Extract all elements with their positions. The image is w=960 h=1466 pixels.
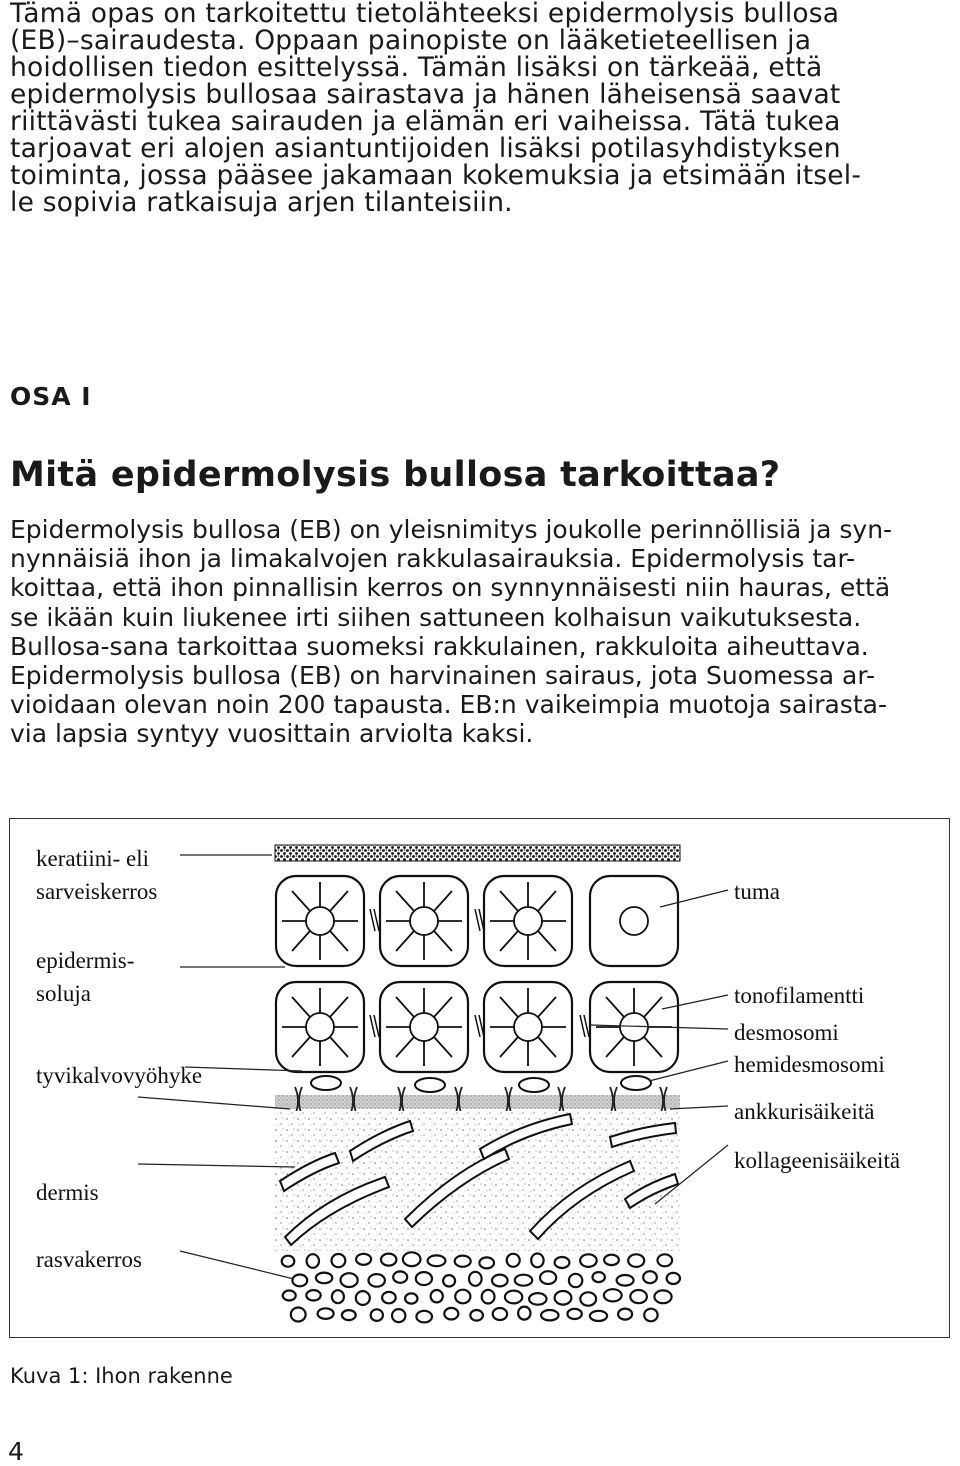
nucleus bbox=[306, 1013, 334, 1041]
intro-line: (EB)–sairaudesta. Oppaan painopiste on lääketieteellisen ja bbox=[10, 25, 812, 56]
label-anchoring-fibrils: ankkurisäikeitä bbox=[734, 1099, 875, 1124]
nucleus bbox=[620, 907, 648, 935]
fat-cell bbox=[541, 1310, 558, 1320]
hemidesmosome bbox=[311, 1076, 341, 1090]
fat-cell bbox=[654, 1290, 671, 1303]
label-desmosome: desmosomi bbox=[734, 1020, 839, 1045]
intro-line: toiminta, jossa pääsee jakamaan kokemuksia ja etsimään itsel- bbox=[10, 160, 862, 191]
fat-cell bbox=[428, 1255, 446, 1266]
fat-cell bbox=[282, 1256, 295, 1267]
fat-cell bbox=[658, 1254, 673, 1266]
body-line: se ikään kuin liukenee irti siihen sattuneen kolhaisun vaikutuksesta. bbox=[10, 602, 862, 632]
fat-cell bbox=[332, 1290, 344, 1303]
fat-cell bbox=[444, 1308, 458, 1320]
body-line: Epidermolysis bullosa (EB) on harvinainen sairaus, jota Suomessa ar- bbox=[10, 661, 876, 691]
body-line: vioidaan olevan noin 200 tapausta. EB:n vaikeimpia muotoja sairasta- bbox=[10, 690, 887, 720]
hemidesmosomes bbox=[311, 1076, 651, 1092]
fat-cell bbox=[617, 1275, 634, 1286]
fat-cell bbox=[342, 1310, 356, 1320]
label-tonofilament: tonofilamentti bbox=[734, 983, 865, 1008]
skin-diagram bbox=[10, 819, 951, 1339]
fat-cell bbox=[316, 1273, 332, 1284]
body-line: Epidermolysis bullosa (EB) on yleisnimitys joukolle perinnöllisiä ja syn- bbox=[10, 515, 893, 544]
intro-line: epidermolysis bullosaa sairastava ja hänen läheisensä saavat bbox=[10, 79, 841, 110]
fat-cell bbox=[405, 1293, 417, 1303]
fat-cell bbox=[604, 1289, 622, 1301]
fat-cell bbox=[416, 1272, 432, 1285]
label-keratin-2: sarveiskerros bbox=[36, 879, 158, 904]
fat-cell bbox=[628, 1254, 644, 1267]
fat-cell bbox=[643, 1271, 657, 1283]
fat-cell bbox=[431, 1290, 443, 1302]
nucleus bbox=[514, 1013, 542, 1041]
fat-cell bbox=[455, 1290, 470, 1304]
fat-cell bbox=[518, 1307, 530, 1320]
body-line: nynnäisiä ihon ja limakalvojen rakkulasairauksia. Epidermolysis tar- bbox=[10, 544, 856, 574]
fat-cell bbox=[443, 1275, 455, 1286]
hemidesmosome bbox=[621, 1076, 651, 1090]
section-label: OSA I bbox=[10, 382, 92, 411]
fat-cell bbox=[382, 1292, 396, 1303]
nucleus bbox=[514, 907, 542, 935]
fat-cell bbox=[469, 1272, 482, 1286]
intro-line: tarjoavat eri alojen asiantuntijoiden lisäksi potilasyhdistyksen bbox=[10, 133, 841, 164]
fat-cell bbox=[455, 1256, 471, 1267]
body-paragraph bbox=[10, 515, 952, 749]
fat-cell bbox=[644, 1309, 657, 1322]
fat-cell bbox=[356, 1254, 371, 1265]
nucleus bbox=[306, 907, 334, 935]
fat-cell bbox=[630, 1290, 647, 1303]
fat-cell bbox=[291, 1308, 306, 1322]
fat-cell bbox=[341, 1273, 358, 1287]
intro-line: riittävästi tukea sairauden ja elämän eri vaiheissa. Tätä tukea bbox=[10, 106, 841, 137]
label-nucleus: tuma bbox=[734, 879, 780, 904]
intro-paragraph bbox=[10, 0, 952, 216]
skin-structure-figure bbox=[9, 818, 950, 1338]
fat-cell bbox=[283, 1291, 296, 1301]
fat-cell bbox=[529, 1293, 546, 1305]
fat-cell bbox=[292, 1275, 307, 1287]
fat-cell bbox=[515, 1275, 532, 1286]
fat-cell bbox=[392, 1309, 405, 1322]
fat-cell bbox=[482, 1290, 495, 1304]
label-fat: rasvakerros bbox=[36, 1247, 143, 1272]
hemidesmosome bbox=[519, 1078, 549, 1092]
fat-cell bbox=[403, 1252, 421, 1266]
fat-cell bbox=[393, 1271, 407, 1282]
desmosomes bbox=[370, 909, 589, 1037]
label-basement-zone: tyvikalvovyöhyke bbox=[36, 1063, 203, 1088]
body-line: Bullosa-sana tarkoittaa suomeksi rakkulainen, rakkuloita aiheuttava. bbox=[10, 631, 869, 661]
label-epidermis-2: soluja bbox=[36, 981, 91, 1006]
fat-cell bbox=[479, 1257, 494, 1268]
label-keratin-1: keratiini- eli bbox=[36, 846, 150, 871]
fat-cell bbox=[540, 1271, 556, 1284]
fat-cell bbox=[555, 1257, 570, 1268]
fat-cell bbox=[580, 1254, 597, 1267]
hemidesmosome bbox=[415, 1078, 445, 1092]
nucleus bbox=[410, 907, 438, 935]
nucleus bbox=[410, 1013, 438, 1041]
nucleus-with-filaments bbox=[282, 882, 672, 1066]
fat-cell bbox=[356, 1291, 370, 1305]
keratin-layer bbox=[275, 845, 680, 861]
fat-cell bbox=[332, 1254, 346, 1267]
fat-cell bbox=[369, 1274, 385, 1287]
fat-cell bbox=[381, 1254, 396, 1266]
dermis-layer bbox=[275, 1111, 680, 1251]
figure-caption: Kuva 1: Ihon rakenne bbox=[10, 1364, 233, 1388]
fat-cell bbox=[492, 1275, 508, 1287]
fat-cell bbox=[416, 1311, 432, 1323]
fat-cell bbox=[590, 1311, 607, 1321]
intro-line: hoidollisen tiedon esittelyssä. Tämän lisäksi on tärkeää, että bbox=[10, 52, 823, 83]
fat-cell bbox=[667, 1273, 680, 1284]
fat-cell bbox=[307, 1254, 319, 1268]
fat-cell bbox=[470, 1310, 483, 1321]
fat-cell bbox=[507, 1254, 520, 1267]
body-line: koittaa, että ihon pinnallisin kerros on synnynnäisesti niin hauras, että bbox=[10, 573, 891, 603]
fat-cell bbox=[531, 1254, 543, 1268]
fat-cell bbox=[593, 1272, 605, 1282]
intro-line: le sopivia ratkaisuja arjen tilanteisiin. bbox=[10, 187, 513, 218]
section-heading: Mitä epidermolysis bullosa tarkoittaa? bbox=[10, 455, 781, 495]
fat-cell bbox=[567, 1309, 581, 1319]
label-dermis: dermis bbox=[36, 1180, 99, 1205]
fat-cell bbox=[555, 1291, 572, 1305]
fat-cell bbox=[505, 1291, 522, 1304]
fat-cell bbox=[580, 1292, 596, 1305]
fat-cell bbox=[604, 1255, 619, 1265]
fat-cell bbox=[306, 1290, 320, 1300]
label-collagen: kollageenisäikeitä bbox=[734, 1148, 901, 1173]
label-epidermis-1: epidermis- bbox=[36, 948, 135, 973]
intro-line: Tämä opas on tarkoitettu tietolähteeksi epidermolysis bullosa bbox=[10, 0, 840, 29]
body-line: via lapsia syntyy vuosittain arviolta kaksi. bbox=[10, 719, 534, 749]
fat-cell bbox=[318, 1308, 334, 1319]
fat-cell bbox=[618, 1309, 632, 1320]
fat-cell bbox=[493, 1308, 507, 1320]
fat-cell bbox=[569, 1274, 582, 1287]
fat-layer bbox=[282, 1252, 680, 1322]
epidermis-cells bbox=[276, 876, 678, 1072]
page-number: 4 bbox=[8, 1437, 24, 1466]
fat-cell bbox=[371, 1309, 383, 1321]
label-hemidesmosome: hemidesmosomi bbox=[734, 1052, 885, 1077]
basement-membrane bbox=[275, 1095, 680, 1109]
